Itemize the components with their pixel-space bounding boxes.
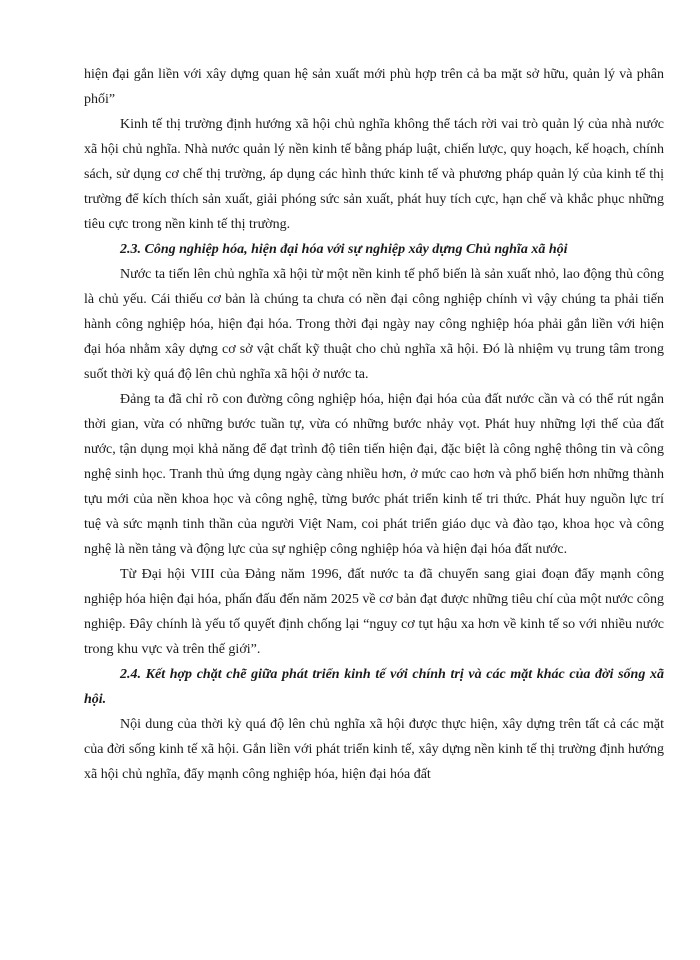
paragraph-industrialization-2: Đảng ta đã chỉ rõ con đường công nghiệp hóa, hiện đại hóa của đất nước cần và có thể rút ngắn thời gian, vừa có những bước tuần tự, vừa có những bước nhảy vọt. Phát huy những lợi thế của đất nước, tận dụng mọi khả năng để đạt trình độ tiên tiến hiện đại, đặc biệt là công nghệ thông tin và công nghệ sinh học. Tranh thủ ứng dụng ngày càng nhiều hơn, ở mức cao hơn và phổ biến hơn những thành tựu mới của nền khoa học và công nghệ, từng bước phát triển kinh tế tri thức. Phát huy nguồn lực trí tuệ và sức mạnh tinh thần của người Việt Nam, coi phát triển giáo dục và đào tạo, khoa học và công nghệ là nền tảng và động lực của sự nghiệp công nghiệp hóa và hiện đại hóa đất nước. [84, 392, 664, 557]
section-heading-2-3: 2.3. Công nghiệp hóa, hiện đại hóa với sự nghiệp xây dựng Chủ nghĩa xã hội [120, 242, 568, 257]
document-body [84, 62, 664, 787]
paragraph-industrialization-1: Nước ta tiến lên chủ nghĩa xã hội từ một nền kinh tế phổ biến là sản xuất nhỏ, lao động thủ công là chủ yếu. Cái thiếu cơ bản là chúng ta chưa có nền đại công nghiệp chính vì vậy chúng ta phải tiến hành công nghiệp hóa, hiện đại hóa. Trong thời đại ngày nay công nghiệp hóa phải gắn liền với hiện đại hóa nhằm xây dựng cơ sở vật chất kỹ thuật cho chủ nghĩa xã hội. Đó là nhiệm vụ trung tâm trong suốt thời kỳ quá độ lên chủ nghĩa xã hội ở nước ta. [84, 267, 664, 382]
paragraph-transition-content: Nội dung của thời kỳ quá độ lên chủ nghĩa xã hội được thực hiện, xây dựng trên tất cả các mặt của đời sống kinh tế xã hội. Gắn liền với phát triển kinh tế, xây dựng nền kinh tế thị trường định hướng xã hội chủ nghĩa, đẩy mạnh công nghiệp hóa, hiện đại hóa đất [84, 717, 664, 782]
section-heading-2-4: 2.4. Kết hợp chặt chẽ giữa phát triển kinh tế với chính trị và các mặt khác của đời sống xã hội. [84, 667, 664, 707]
paragraph-industrialization-3: Từ Đại hội VIII của Đảng năm 1996, đất nước ta đã chuyển sang giai đoạn đẩy mạnh công nghiệp hóa hiện đại hóa, phấn đấu đến năm 2025 về cơ bản đạt được những tiêu chí của một nước công nghiệp. Đây chính là yếu tố quyết định chống lại “nguy cơ tụt hậu xa hơn về kinh tế so với nhiều nước trong khu vực và trên thế giới”. [84, 567, 664, 657]
paragraph-market-economy: Kinh tế thị trường định hướng xã hội chủ nghĩa không thể tách rời vai trò quản lý của nhà nước xã hội chủ nghĩa. Nhà nước quản lý nền kinh tế bằng pháp luật, chiến lược, quy hoạch, kế hoạch, chính sách, sử dụng cơ chế thị trường, áp dụng các hình thức kinh tế và phương pháp quản lý của kinh tế thị trường để kích thích sản xuất, giải phóng sức sản xuất, phát huy tích cực, hạn chế và khắc phục những tiêu cực trong nền kinh tế thị trường. [84, 117, 664, 232]
paragraph-intro-tail: hiện đại gắn liền với xây dựng quan hệ sản xuất mới phù hợp trên cả ba mặt sở hữu, quản lý và phân phối” [84, 67, 664, 107]
